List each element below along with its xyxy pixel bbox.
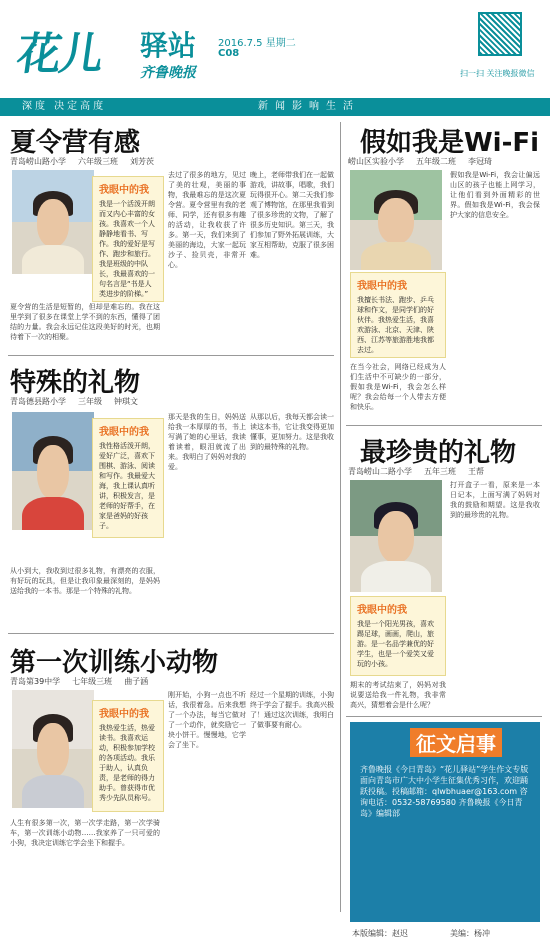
article-column: 夏令营的生活是短暂的，但却是难忘的。我在这里学到了很多在课堂上学不到的东西，懂得了团结的力量。我会永远记住这段美好的时光，也期待着下一次的相聚。 bbox=[10, 303, 160, 341]
article-column: 人生有很多第一次，第一次学走路，第一次学骑车，第一次训练小动物……我家养了一只可爱的小狗，我决定训练它学会坐下和握手。 bbox=[10, 819, 160, 847]
byline: 青岛崂山二路小学 五年三班 王帮 bbox=[348, 467, 484, 476]
article-title: 第一次训练小动物 bbox=[10, 648, 219, 678]
tagline-right: 新闻影响生活 bbox=[258, 101, 360, 112]
profile-text: 我是一个阳光男孩，喜欢踢足球，画画，爬山，旅游。是一名品学兼优的好学生，也是一个爱笑又爱玩的小孩。 bbox=[357, 620, 434, 668]
column-divider bbox=[340, 122, 341, 912]
divider bbox=[346, 425, 542, 426]
article-column: 从小到大，我收到过很多礼物，有漂亮的衣服，有好玩的玩具，但是让我印象最深刻的，是妈妈送给我的一本书。那是一个特殊的礼物。 bbox=[10, 567, 160, 595]
profile-box bbox=[92, 176, 164, 302]
divider bbox=[8, 355, 334, 356]
article-column: 那天是我的生日，妈妈送给我一本厚厚的书，书上写满了她的心里话，我读着读着，眼泪就流了出来。我明白了妈妈对我的爱。 bbox=[168, 413, 246, 471]
profile-heading: 我眼中的我 bbox=[99, 709, 149, 720]
profile-box bbox=[92, 418, 164, 538]
profile-heading: 我眼中的我 bbox=[99, 427, 149, 438]
profile-heading: 我眼中的我 bbox=[357, 605, 407, 616]
divider bbox=[346, 716, 542, 717]
qr-caption: 扫一扫 关注晚报微信 bbox=[460, 69, 535, 78]
article-column: 刚开始，小狗一点也不听话，我很着急。后来我想了一个办法，每当它做对了一个动作，就奖励它一块小饼干。慢慢地，它学会了坐下。 bbox=[168, 691, 246, 749]
submission-body: 齐鲁晚报《今日青岛》“花儿驿站”学生作文专版面向青岛市广大中小学生征集优秀习作，欢迎踊跃投稿。投稿邮箱：qlwbhuaer@163.com 咨询电话：0532-58769580 齐鲁晚报《今日青岛》编辑部 bbox=[360, 765, 529, 818]
call-for-submissions bbox=[350, 722, 540, 922]
article-title: 夏令营有感 bbox=[10, 128, 141, 158]
article-column: 经过一个星期的训练，小狗终于学会了握手。我高兴极了！通过这次训练，我明白了做事要有耐心。 bbox=[250, 691, 334, 729]
profile-heading: 我眼中的我 bbox=[357, 281, 407, 292]
profile-heading: 我眼中的我 bbox=[99, 185, 149, 196]
profile-text: 我性格活泼开朗，爱好广泛，喜欢下围棋、游泳、阅读和写作。我最爱大海，我上课认真听讲，积极发言，是老师的好帮手，在家是爸妈的好孩子。 bbox=[99, 442, 155, 530]
article-column: 在当今社会，网络已经成为人们生活中不可缺少的一部分，假如我是Wi-Fi，我会怎么样呢？我会给每一个人带去方便和快乐。 bbox=[350, 363, 446, 411]
profile-box bbox=[350, 272, 446, 358]
masthead bbox=[0, 0, 550, 98]
byline: 青岛第39中学 七年级三班 曲子涵 bbox=[10, 677, 149, 686]
author-photo bbox=[12, 690, 94, 808]
profile-text: 我是一个活泼开朗而又内心丰富的女孩。我喜欢一个人静静地看书、写作。我的爱好是写作、跑步和旅行。我是班级的中队长，我最喜欢的一句名言是“书是人类进步的阶梯。” bbox=[99, 200, 155, 298]
article-title: 最珍贵的礼物 bbox=[360, 438, 517, 468]
issue-number: C08 bbox=[218, 48, 240, 59]
author-photo bbox=[350, 480, 442, 592]
profile-box bbox=[92, 700, 164, 812]
article-column: 打开盒子一看，原来是一本日记本，上面写满了妈妈对我的鼓励和期望。这是我收到的最珍贵的礼物。 bbox=[450, 481, 540, 519]
submission-title: 征文启事 bbox=[410, 728, 502, 757]
tagline-left: 深度 决定高度 bbox=[22, 101, 107, 112]
byline: 崂山区实验小学 五年级二班 李冠琦 bbox=[348, 157, 492, 166]
qr-code-icon bbox=[478, 12, 522, 56]
byline: 青岛德县路小学 三年级 钟琪文 bbox=[10, 397, 138, 406]
tagline-bar bbox=[0, 98, 550, 116]
paper-name: 齐鲁晚报 bbox=[140, 65, 196, 81]
dateline: 2016.7.5 星期二 bbox=[218, 38, 296, 49]
footer bbox=[0, 926, 550, 944]
article-column: 从那以后，我每天都会读一读这本书，它让我变得更加懂事，更加努力。这是我收到的最特殊的礼物。 bbox=[250, 413, 334, 451]
brand-title: 驿站 bbox=[140, 29, 197, 62]
author-photo bbox=[12, 170, 94, 274]
editor-credit: 本版编辑：赵迟 bbox=[352, 929, 408, 938]
author-photo bbox=[12, 412, 94, 530]
article-column: 期末的考试结束了，妈妈对我说要送给我一件礼物，我非常高兴，猜想着会是什么呢？ bbox=[350, 681, 446, 709]
article-title: 特殊的礼物 bbox=[10, 368, 141, 398]
author-photo bbox=[350, 170, 442, 270]
article-column: 去过了很多的地方，见过了美的壮观，美丽的事物，我最难忘的是这次夏令营。夏令营里有我的老师、同学，还有很多有趣的活动，让我收获了许多。第一天，我们来到了美丽的海边，大家一起玩沙子、捡贝壳，非常开心。 bbox=[168, 171, 246, 269]
profile-text: 我热爱生活，热爱读书。我喜欢运动，积极参加学校的各项活动。我乐于助人，认真负责，是老师的得力助手。曾获得市优秀少先队员称号。 bbox=[99, 724, 155, 802]
byline: 青岛崂山路小学 六年级三班 刘芳茨 bbox=[10, 157, 154, 166]
logo: 花儿 bbox=[13, 29, 105, 80]
article-column: 假如我是Wi-Fi，我会让偏远山区的孩子也能上网学习，让他们看到外面精彩的世界。假如我是Wi-Fi，我会保护大家的信息安全。 bbox=[450, 171, 540, 219]
article-title: 假如我是Wi-Fi bbox=[360, 128, 540, 158]
profile-box bbox=[350, 596, 446, 676]
profile-text: 我擅长书法、跑步、乒乓球和作文，是同学们的好伙伴。我热爱生活，我喜欢游泳、北京、天津、陕西、江苏等旅游胜地我都去过。 bbox=[357, 296, 434, 354]
article-column: 晚上，老师带我们在一起做游戏，讲故事，唱歌，我们玩得很开心。第二天我们参观了博物馆，在那里我看到了很多珍贵的文物，了解了很多历史知识。第三天，我们参加了野外拓展训练，大家互相帮助，克服了很多困难。 bbox=[250, 171, 334, 259]
divider bbox=[8, 633, 334, 634]
designer-credit: 美编：杨冲 bbox=[450, 929, 490, 938]
